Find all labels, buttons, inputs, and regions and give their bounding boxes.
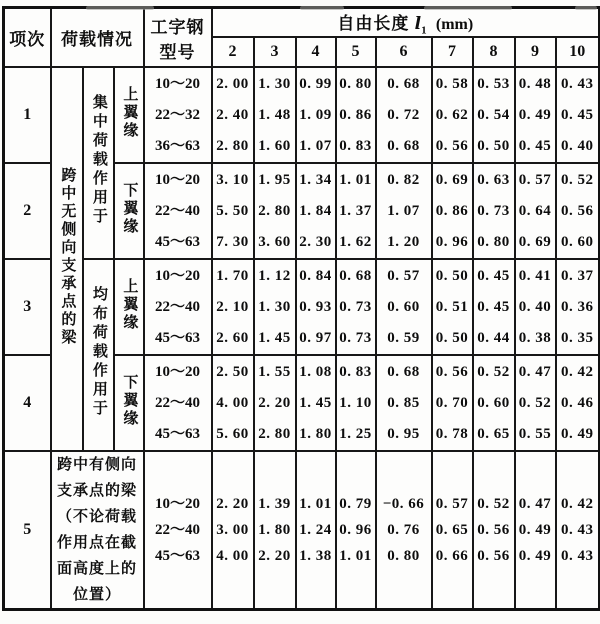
cell-line: 0. 57 (435, 496, 469, 513)
label-top-flange: 上翼缘 (114, 67, 144, 163)
value-cell (515, 451, 556, 610)
cell-line: 1. 24 (299, 522, 332, 539)
cell-line: 0. 69 (435, 171, 469, 188)
cell-line: 0. 49 (518, 106, 552, 123)
cell-line: 作用点在截 (57, 535, 138, 552)
cell-line: 0. 52 (561, 171, 594, 188)
scan-artifact-mark (86, 6, 154, 10)
header-load-case-col: 荷载情况 (51, 8, 144, 68)
value-cell (473, 163, 515, 259)
cell-line: 0. 56 (435, 137, 469, 154)
cell-line: 0. 95 (387, 425, 420, 442)
value-cell (296, 259, 336, 355)
value-cell (376, 67, 432, 163)
value-cell (376, 355, 432, 451)
cell-line: 1. 84 (299, 202, 332, 219)
cell-line: 0. 72 (387, 106, 420, 123)
cell-line: 1. 80 (258, 522, 291, 539)
value-cell (473, 451, 515, 610)
header-steel-model-col (144, 8, 212, 68)
scan-artifact-mark (575, 6, 597, 10)
value-cell (556, 163, 600, 259)
cell-line: 1. 80 (299, 425, 332, 442)
cell-line: 0. 65 (435, 522, 469, 539)
cell-line: 0. 37 (561, 267, 594, 284)
cell-line: 支承点的梁 (57, 483, 138, 500)
cell-line: 0. 42 (561, 496, 594, 513)
cell-line: 3. 10 (216, 171, 249, 188)
cell-line: 1. 01 (339, 548, 372, 565)
cell-line: 2. 60 (216, 329, 249, 346)
value-cell (212, 355, 254, 451)
item-number: 1 (4, 67, 51, 163)
cell-line: 0. 80 (339, 75, 372, 92)
value-cell (254, 163, 296, 259)
value-cell (432, 67, 473, 163)
cell-line: 22～40 (155, 394, 201, 411)
header-item-col: 项次 (4, 8, 51, 68)
cell-line: 0. 66 (435, 548, 469, 565)
cell-line: 4. 00 (216, 394, 249, 411)
length-col-header: 4 (296, 37, 336, 67)
cell-line: 1. 09 (299, 106, 332, 123)
value-cell (376, 259, 432, 355)
cell-line: 0. 53 (477, 75, 510, 92)
cell-line: 0. 43 (561, 522, 594, 539)
label-uniform-load: 均布荷载作用于 (83, 259, 114, 451)
cell-line: 0. 96 (339, 522, 372, 539)
cell-line: 0. 73 (477, 202, 510, 219)
cell-line: 0. 43 (561, 75, 594, 92)
cell-line: 0. 68 (339, 267, 372, 284)
cell-line: 0. 86 (339, 106, 372, 123)
cell-line: 0. 84 (299, 267, 332, 284)
cell-line: 0. 76 (387, 522, 420, 539)
cell-line: 0. 82 (387, 171, 420, 188)
cell-line: 0. 40 (518, 298, 552, 315)
cell-line: 面高度上的 (57, 561, 138, 578)
length-col-header: 6 (376, 37, 432, 67)
cell-line: 1. 10 (339, 394, 372, 411)
cell-line: 0. 49 (518, 522, 552, 539)
length-col-header: 10 (556, 37, 600, 67)
value-cell (515, 355, 556, 451)
header-steel-line2: 型号 (159, 42, 196, 62)
cell-line: 0. 65 (477, 425, 510, 442)
cell-line: 2. 20 (216, 496, 249, 513)
cell-line: 0. 68 (387, 75, 420, 92)
length-col-header: 3 (254, 37, 296, 67)
value-cell (254, 67, 296, 163)
length-col-header: 8 (473, 37, 515, 67)
item-number: 5 (4, 451, 51, 610)
cell-line: 0. 96 (435, 233, 469, 250)
table-section-3 (4, 259, 600, 355)
cell-line: 22～40 (155, 202, 201, 219)
cell-line: 0. 52 (477, 496, 510, 513)
cell-line: 0. 47 (518, 496, 552, 513)
cell-line: 0. 48 (518, 75, 552, 92)
value-cell (254, 355, 296, 451)
value-cell (212, 67, 254, 163)
cell-line: 0. 35 (561, 329, 594, 346)
cell-line: 1. 30 (258, 298, 291, 315)
label-concentrated-load: 集中荷载作用于 (83, 67, 114, 259)
cell-line: 0. 60 (387, 298, 420, 315)
cell-line: 1. 38 (299, 548, 332, 565)
cell-line: 36～63 (155, 137, 201, 154)
model-cell (144, 259, 212, 355)
cell-line: 0. 73 (339, 329, 372, 346)
cell-line: 5. 50 (216, 202, 249, 219)
cell-line: 0. 69 (518, 233, 552, 250)
cell-line: 0. 50 (435, 267, 469, 284)
cell-line: 3. 60 (258, 233, 291, 250)
free-length-symbol: l (414, 14, 422, 34)
cell-line: 2. 40 (216, 106, 249, 123)
cell-line: （不论荷载 (57, 509, 138, 526)
cell-line: 0. 80 (387, 548, 420, 565)
value-cell (296, 451, 336, 610)
cell-line: 2. 80 (258, 202, 291, 219)
cell-line: 1. 07 (387, 202, 420, 219)
table-section-5 (4, 451, 600, 610)
length-col-header: 2 (212, 37, 254, 67)
cell-line: 0. 59 (387, 329, 420, 346)
cell-line: 0. 52 (477, 363, 510, 380)
cell-line: 2. 80 (258, 425, 291, 442)
cell-line: 0. 56 (477, 522, 510, 539)
table-section-1 (4, 67, 600, 163)
cell-line: 1. 01 (299, 496, 332, 513)
label-bottom-flange: 下翼缘 (114, 163, 144, 259)
cell-line: 0. 85 (387, 394, 420, 411)
cell-line: 0. 93 (299, 298, 332, 315)
value-cell (336, 451, 376, 610)
value-cell (473, 259, 515, 355)
header-free-length (212, 8, 600, 38)
cell-line: 0. 73 (339, 298, 372, 315)
cell-line: 1. 30 (258, 75, 291, 92)
value-cell (376, 163, 432, 259)
cell-line: 0. 52 (518, 394, 552, 411)
cell-line: 45～63 (155, 329, 201, 346)
model-cell (144, 67, 212, 163)
cell-line: 10～20 (155, 171, 201, 188)
model-cell (144, 163, 212, 259)
cell-line: 0. 83 (339, 363, 372, 380)
cell-line: 45～63 (155, 548, 201, 565)
cell-line: 1. 45 (299, 394, 332, 411)
cell-line: 7. 30 (216, 233, 249, 250)
cell-line: 2. 50 (216, 363, 249, 380)
cell-line: 10～20 (155, 267, 201, 284)
cell-line: 位置） (73, 587, 122, 604)
cell-line: 1. 20 (387, 233, 420, 250)
cell-line: 1. 55 (258, 363, 291, 380)
cell-line: 0. 50 (477, 137, 510, 154)
cell-line: 0. 86 (435, 202, 469, 219)
cell-line: 0. 79 (339, 496, 372, 513)
value-cell (432, 259, 473, 355)
value-cell (254, 451, 296, 610)
cell-line: 1. 62 (339, 233, 372, 250)
cell-line: 10～20 (155, 363, 201, 380)
free-length-subscript: 1 (421, 24, 427, 37)
value-cell (336, 355, 376, 451)
cell-line: 0. 60 (477, 394, 510, 411)
cell-line: 1. 60 (258, 137, 291, 154)
value-cell (556, 259, 600, 355)
value-cell (473, 355, 515, 451)
length-col-header: 7 (432, 37, 473, 67)
cell-line: 1. 01 (339, 171, 372, 188)
item-number: 4 (4, 355, 51, 451)
cell-line: 0. 83 (339, 137, 372, 154)
cell-line: 0. 49 (518, 548, 552, 565)
cell-line: 10～20 (155, 496, 201, 513)
value-cell (212, 259, 254, 355)
cell-line: 0. 80 (477, 233, 510, 250)
cell-line: 3. 00 (216, 522, 249, 539)
label-bottom-flange: 下翼缘 (114, 355, 144, 451)
cell-line: 0. 68 (387, 137, 420, 154)
cell-line: 1. 37 (339, 202, 372, 219)
cell-line: 0. 38 (518, 329, 552, 346)
cell-line: 0. 51 (435, 298, 469, 315)
value-cell (296, 355, 336, 451)
cell-line: 0. 62 (435, 106, 469, 123)
cell-line: 0. 45 (518, 137, 552, 154)
length-col-header: 5 (336, 37, 376, 67)
value-cell (515, 67, 556, 163)
cell-line: 0. 44 (477, 329, 510, 346)
cell-line: 5. 60 (216, 425, 249, 442)
cell-line: 0. 43 (561, 548, 594, 565)
cell-line: 0. 45 (477, 267, 510, 284)
scan-artifact-mark (424, 6, 512, 10)
cell-line: 0. 97 (299, 329, 332, 346)
value-cell (556, 67, 600, 163)
cell-line: 跨中有侧向 (57, 457, 138, 474)
cell-line: 45～63 (155, 425, 201, 442)
cell-line: 2. 10 (216, 298, 249, 315)
cell-line: 45～63 (155, 233, 201, 250)
cell-line: 2. 00 (216, 75, 249, 92)
cell-line: 0. 36 (561, 298, 594, 315)
free-length-label: 自由长度 (337, 14, 410, 33)
free-length-unit: (mm) (435, 16, 474, 33)
cell-line: 0. 42 (561, 363, 594, 380)
value-cell (432, 451, 473, 610)
cell-line: 0. 55 (518, 425, 552, 442)
label-top-flange: 上翼缘 (114, 259, 144, 355)
cell-line: 0. 45 (477, 298, 510, 315)
value-cell (473, 67, 515, 163)
cell-line: 22～32 (155, 106, 201, 123)
header-steel-line1: 工字钢 (150, 17, 205, 37)
cell-line: 0. 41 (518, 267, 552, 284)
cell-line: 1. 48 (258, 106, 291, 123)
cell-line: 0. 64 (518, 202, 552, 219)
cell-line: 1. 95 (258, 171, 291, 188)
cell-line: 0. 70 (435, 394, 469, 411)
value-cell (515, 259, 556, 355)
cell-line: 0. 54 (477, 106, 510, 123)
cell-line: 1. 39 (258, 496, 291, 513)
cell-line: 2. 80 (216, 137, 249, 154)
cell-line: 2. 30 (299, 233, 332, 250)
value-cell (556, 355, 600, 451)
cell-line: 0. 68 (387, 363, 420, 380)
cell-line: 1. 12 (258, 267, 291, 284)
value-cell (515, 163, 556, 259)
model-cell (144, 355, 212, 451)
scan-artifact-mark (300, 6, 344, 10)
item-number: 2 (4, 163, 51, 259)
value-cell (432, 163, 473, 259)
value-cell (336, 67, 376, 163)
cell-line: 0. 46 (561, 394, 594, 411)
cell-line: 1. 25 (339, 425, 372, 442)
cell-line: 1. 08 (299, 363, 332, 380)
value-cell (336, 163, 376, 259)
item-number: 3 (4, 259, 51, 355)
cell-line: 2. 20 (258, 548, 291, 565)
value-cell (336, 259, 376, 355)
value-cell (296, 163, 336, 259)
value-cell (212, 451, 254, 610)
cell-line: 0. 60 (561, 233, 594, 250)
cell-line: 1. 45 (258, 329, 291, 346)
cell-line: 0. 50 (435, 329, 469, 346)
length-col-header: 9 (515, 37, 556, 67)
cell-line: 0. 63 (477, 171, 510, 188)
value-cell (254, 259, 296, 355)
cell-line: 1. 07 (299, 137, 332, 154)
cell-line: 0. 78 (435, 425, 469, 442)
cell-line: 0. 49 (561, 425, 594, 442)
label-beam-with-lateral-support (51, 451, 144, 610)
scanned-table-page (0, 6, 600, 624)
cell-line: 0. 40 (561, 137, 594, 154)
cell-line: 0. 56 (477, 548, 510, 565)
cell-line: 0. 47 (518, 363, 552, 380)
value-cell (432, 355, 473, 451)
cell-line: 22～40 (155, 298, 201, 315)
cell-line: 22～40 (155, 522, 201, 539)
label-beam-without-lateral-support: 跨中无侧向支承点的梁 (51, 67, 83, 451)
cell-line: 4. 00 (216, 548, 249, 565)
cell-line: 10～20 (155, 75, 201, 92)
cell-line: 1. 34 (299, 171, 332, 188)
stability-coefficient-table (2, 6, 600, 611)
cell-line: 0. 45 (561, 106, 594, 123)
cell-line: 0. 58 (435, 75, 469, 92)
value-cell (376, 451, 432, 610)
cell-line: 0. 57 (387, 267, 420, 284)
cell-line: 0. 57 (518, 171, 552, 188)
cell-line: 0. 99 (299, 75, 332, 92)
value-cell (212, 163, 254, 259)
cell-line: 2. 20 (258, 394, 291, 411)
cell-line: 1. 70 (216, 267, 249, 284)
value-cell (556, 451, 600, 610)
cell-line: 0. 56 (561, 202, 594, 219)
value-cell (296, 67, 336, 163)
model-cell (144, 451, 212, 610)
cell-line: −0. 66 (382, 496, 425, 513)
cell-line: 0. 56 (435, 363, 469, 380)
